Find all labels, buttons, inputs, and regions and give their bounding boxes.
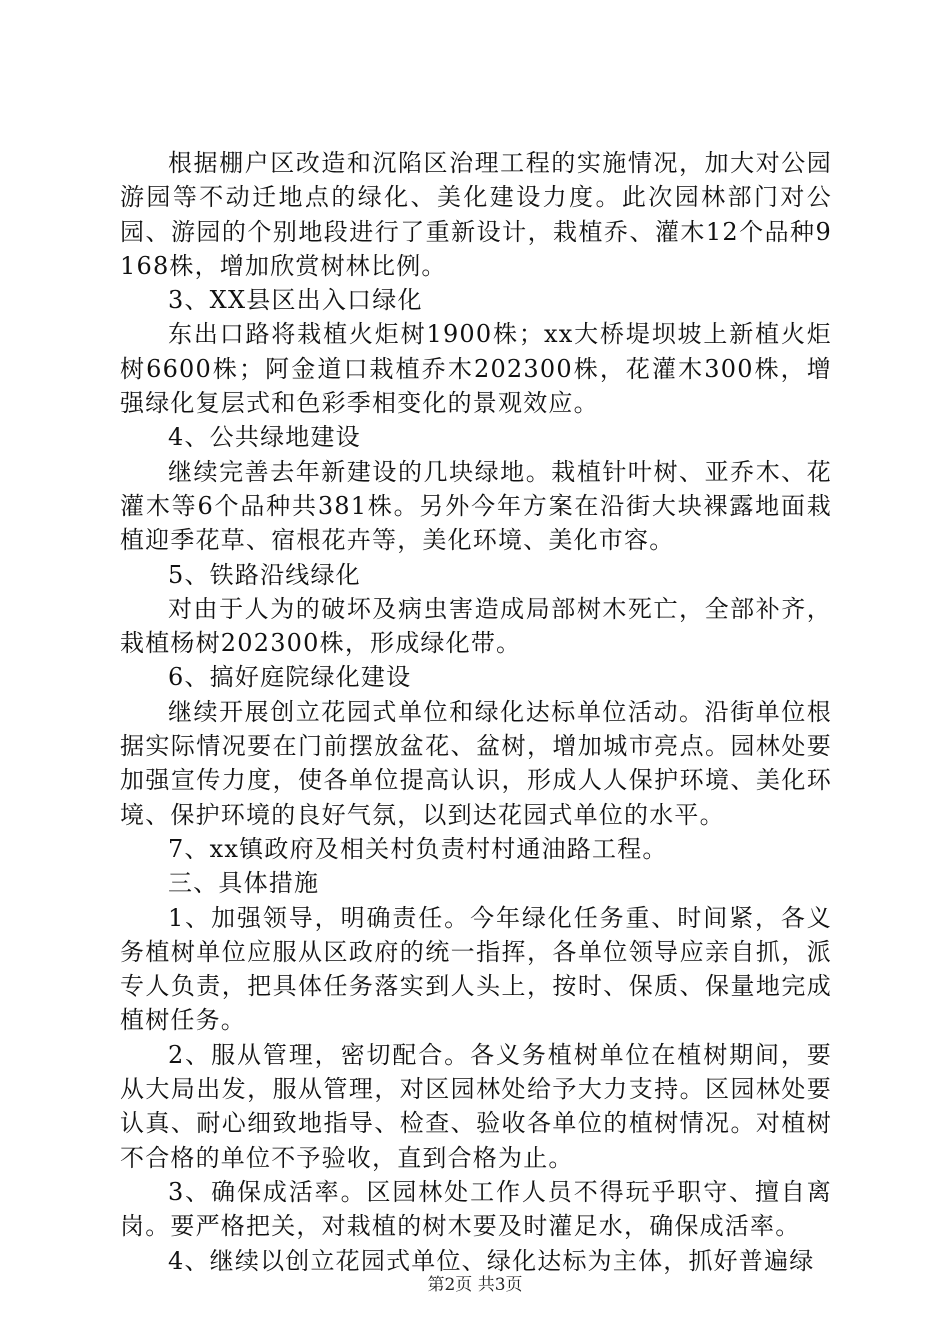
paragraph-railway-greening: 对由于人为的破坏及病虫害造成局部树木死亡，全部补齐，栽植杨树202300株，形成绿化带。	[120, 594, 832, 658]
paragraph-public-green-space: 继续完善去年新建设的几块绿地。栽植针叶树、亚乔木、花灌木等6个品种共381株。另外今年方案在沿街大块裸露地面栽植迎季花草、宿根花卉等，美化环境、美化市容。	[120, 457, 832, 555]
document-body	[120, 146, 832, 1278]
paragraph-entrance-greening: 东出口路将栽植火炬树1900株；xx大桥堤坝坡上新植火炬树6600株；阿金道口栽植乔木202300株，花灌木300株，增强绿化复层式和色彩季相变化的景观效应。	[120, 320, 832, 418]
section-heading-railway-greening: 5、铁路沿线绿化	[168, 560, 361, 589]
page-footer: 第2页 共3页	[427, 1275, 523, 1295]
paragraph-measure-garden-units: 4、继续以创立花园式单位、绿化达标为主体，抓好普遍绿	[168, 1246, 815, 1275]
paragraph-intro: 根据棚户区改造和沉陷区治理工程的实施情况，加大对公园游园等不动迁地点的绿化、美化建设力度。此次园林部门对公园、游园的个别地段进行了重新设计，栽植乔、灌木12个品种9168株，增加欣赏树林比例。	[120, 149, 832, 280]
section-heading-entrance-greening: 3、XX县区出入口绿化	[168, 286, 423, 315]
paragraph-measure-management: 2、服从管理，密切配合。各义务植树单位在植树期间，要从大局出发，服从管理，对区园林处给予大力支持。区园林处要认真、耐心细致地指导、检查、验收各单位的植树情况。对植树不合格的单位不予验收，直到合格为止。	[120, 1040, 832, 1172]
paragraph-measure-survival-rate: 3、确保成活率。区园林处工作人员不得玩乎职守、擅自离岗。要严格把关，对栽植的树木要及时灌足水，确保成活率。	[120, 1177, 832, 1241]
section-heading-courtyard-greening: 6、搞好庭院绿化建设	[168, 663, 412, 692]
paragraph-courtyard-greening: 继续开展创立花园式单位和绿化达标单位活动。沿街单位根据实际情况要在门前摆放盆花、盆树，增加城市亮点。园林处要加强宣传力度，使各单位提高认识，形成人人保护环境、美化环境、保护环境的良好气氛，以到达花园式单位的水平。	[120, 697, 832, 829]
section-heading-road-project: 7、xx镇政府及相关村负责村村通油路工程。	[168, 834, 668, 863]
paragraph-measure-leadership: 1、加强领导，明确责任。今年绿化任务重、时间紧，各义务植树单位应服从区政府的统一指挥，各单位领导应亲自抓，派专人负责，把具体任务落实到人头上，按时、保质、保量地完成植树任务。	[120, 903, 832, 1035]
section-heading-public-green-space: 4、公共绿地建设	[168, 423, 361, 452]
section-heading-measures: 三、具体措施	[168, 869, 320, 898]
